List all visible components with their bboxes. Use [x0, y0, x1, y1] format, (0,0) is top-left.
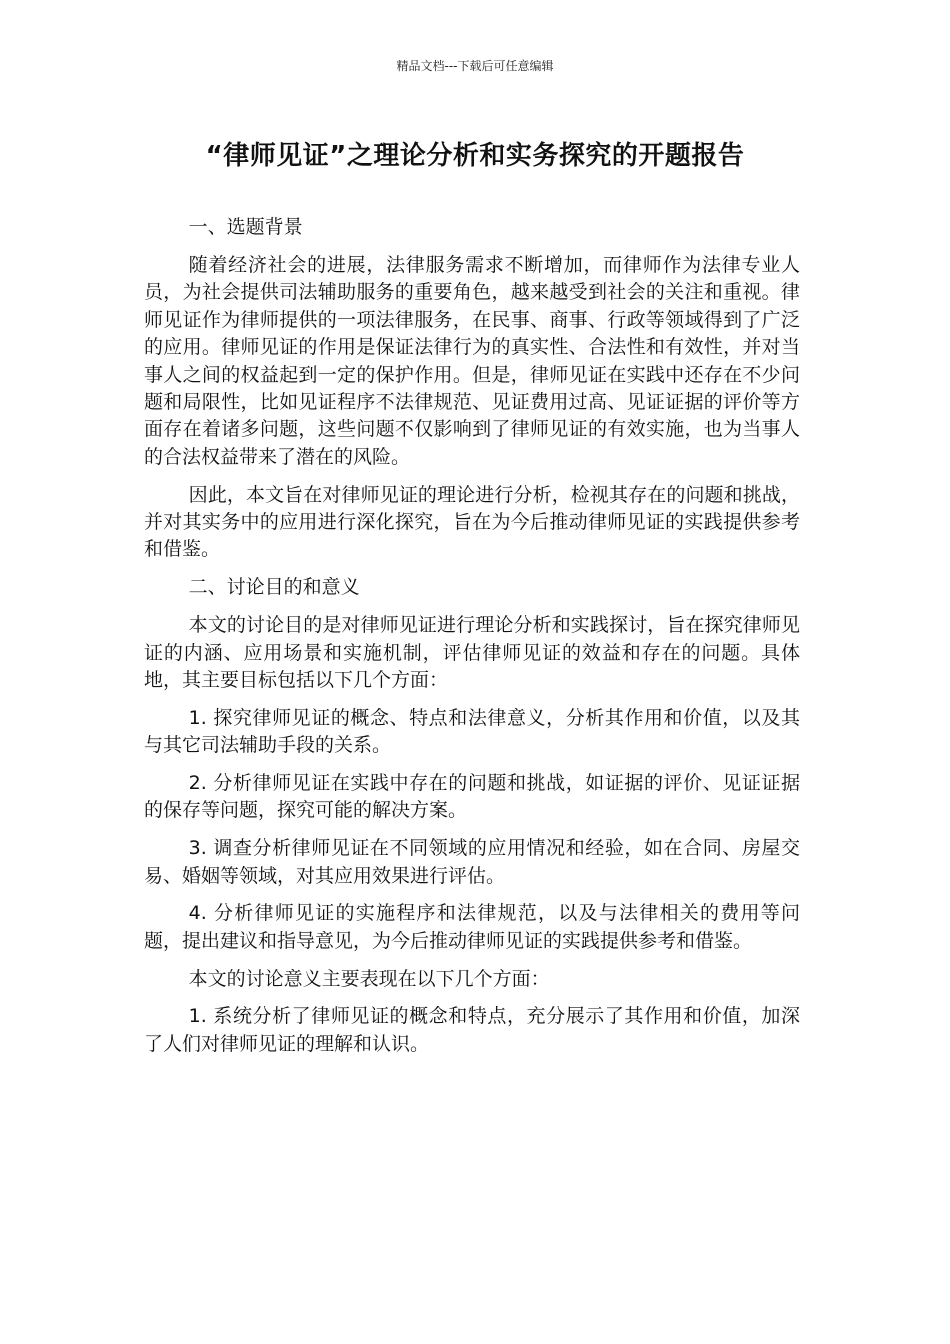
- paragraph-purpose: 因此，本文旨在对律师见证的理论进行分析，检视其存在的问题和挑战，并对其实务中的应用进行深化探究，旨在为今后推动律师见证的实践提供参考和借鉴。: [144, 483, 800, 561]
- document-title: “律师见证”之理论分析和实务探究的开题报告: [205, 141, 745, 171]
- section-heading-background: 一、选题背景: [188, 216, 303, 238]
- paragraph-significance-intro: 本文的讨论意义主要表现在以下几个方面：: [188, 967, 550, 990]
- paragraph-background: 随着经济社会的进展，法律服务需求不断增加，而律师作为法律专业人员，为社会提供司法辅助服务的重要角色，越来越受到社会的关注和重视。律师见证作为律师提供的一项法律服务，在民事、商事、行政等领域得到了广泛的应用。律师见证的作用是保证法律行为的真实性、合法性和有效性，并对当事人之间的权益起到一定的保护作用。但是，律师见证在实践中还存在不少问题和局限性，比如见证程序不法律规范、见证费用过高、见证证据的评价等方面存在着诸多问题，这些问题不仅影响到了律师见证的有效实施，也为当事人的合法权益带来了潜在的风险。: [144, 254, 800, 468]
- document-body: [144, 214, 800, 1069]
- paragraph-objectives-intro: 本文的讨论目的是对律师见证进行理论分析和实践探讨，旨在探究律师见证的内涵、应用场景和实施机制，评估律师见证的效益和存在的问题。具体地，其主要目标包括以下几个方面：: [144, 614, 800, 692]
- goal-item: 3. 调查分析律师见证在不同领域的应用情况和经验，如在合同、房屋交易、婚姻等领域，对其应用效果进行评估。: [144, 837, 800, 887]
- goal-item: 4. 分析律师见证的实施程序和法律规范，以及与法律相关的费用等问题，提出建议和指导意见，为今后推动律师见证的实践提供参考和借鉴。: [144, 902, 800, 952]
- goal-item: 2. 分析律师见证在实践中存在的问题和挑战，如证据的评价、见证证据的保存等问题，探究可能的解决方案。: [144, 772, 800, 822]
- section-heading-objectives: 二、讨论目的和意义: [188, 576, 360, 599]
- goal-item: 1. 探究律师见证的概念、特点和法律意义，分析其作用和价值，以及其与其它司法辅助手段的关系。: [144, 706, 800, 757]
- significance-item: 1. 系统分析了律师见证的概念和特点，充分展示了其作用和价值，加深了人们对律师见证的理解和认识。: [144, 1005, 800, 1055]
- header-note: 精品文档---下载后可任意编辑: [396, 59, 554, 73]
